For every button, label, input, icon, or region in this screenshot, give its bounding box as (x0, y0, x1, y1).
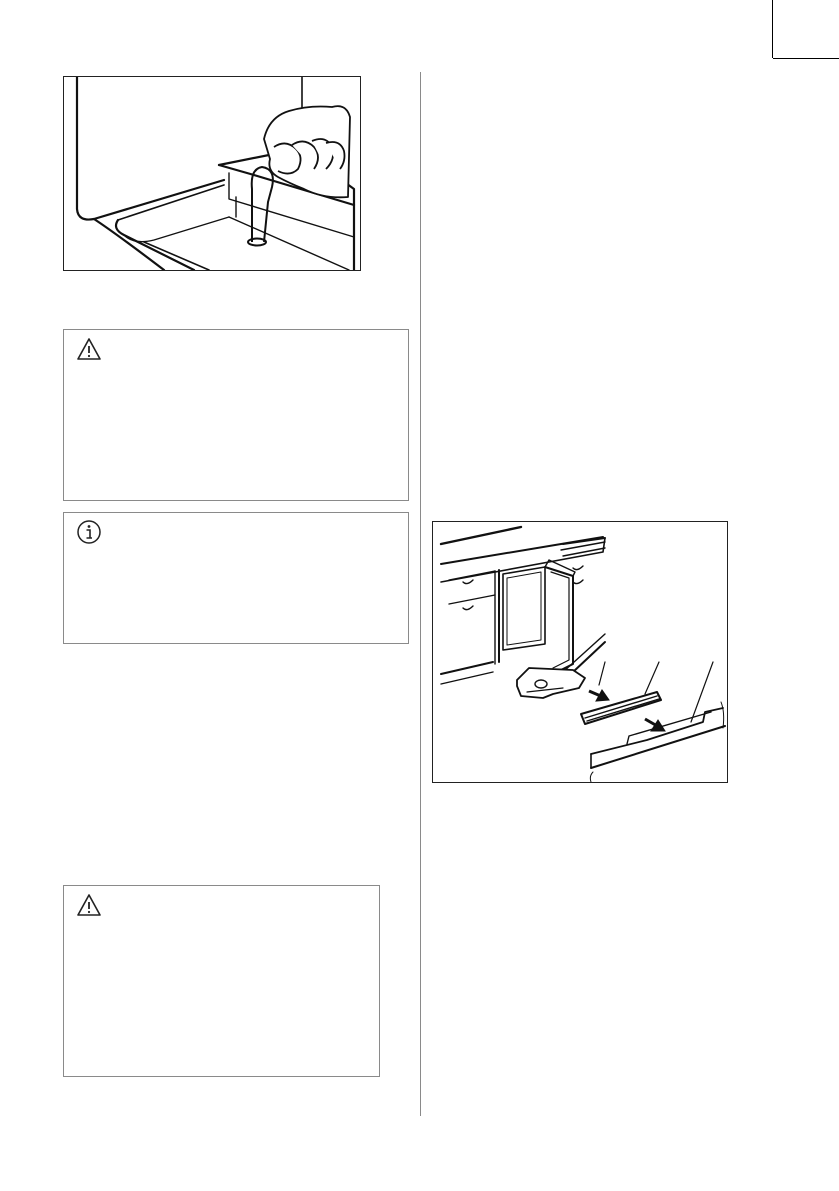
cabinet-plinth-illustration (433, 522, 727, 782)
cabinet-plinth-figure (432, 521, 728, 783)
warning-note-box-1 (63, 329, 409, 501)
warning-triangle-icon (76, 892, 102, 918)
trim-mark-vertical (772, 0, 773, 58)
info-circle-icon (76, 519, 102, 545)
trim-mark-horizontal (773, 58, 839, 59)
info-note-box (63, 512, 409, 644)
warning-note-box-2 (63, 885, 380, 1077)
column-divider (420, 72, 421, 1116)
drain-plug-illustration (64, 77, 360, 270)
drain-plug-figure (63, 76, 361, 271)
warning-triangle-icon (76, 336, 102, 362)
